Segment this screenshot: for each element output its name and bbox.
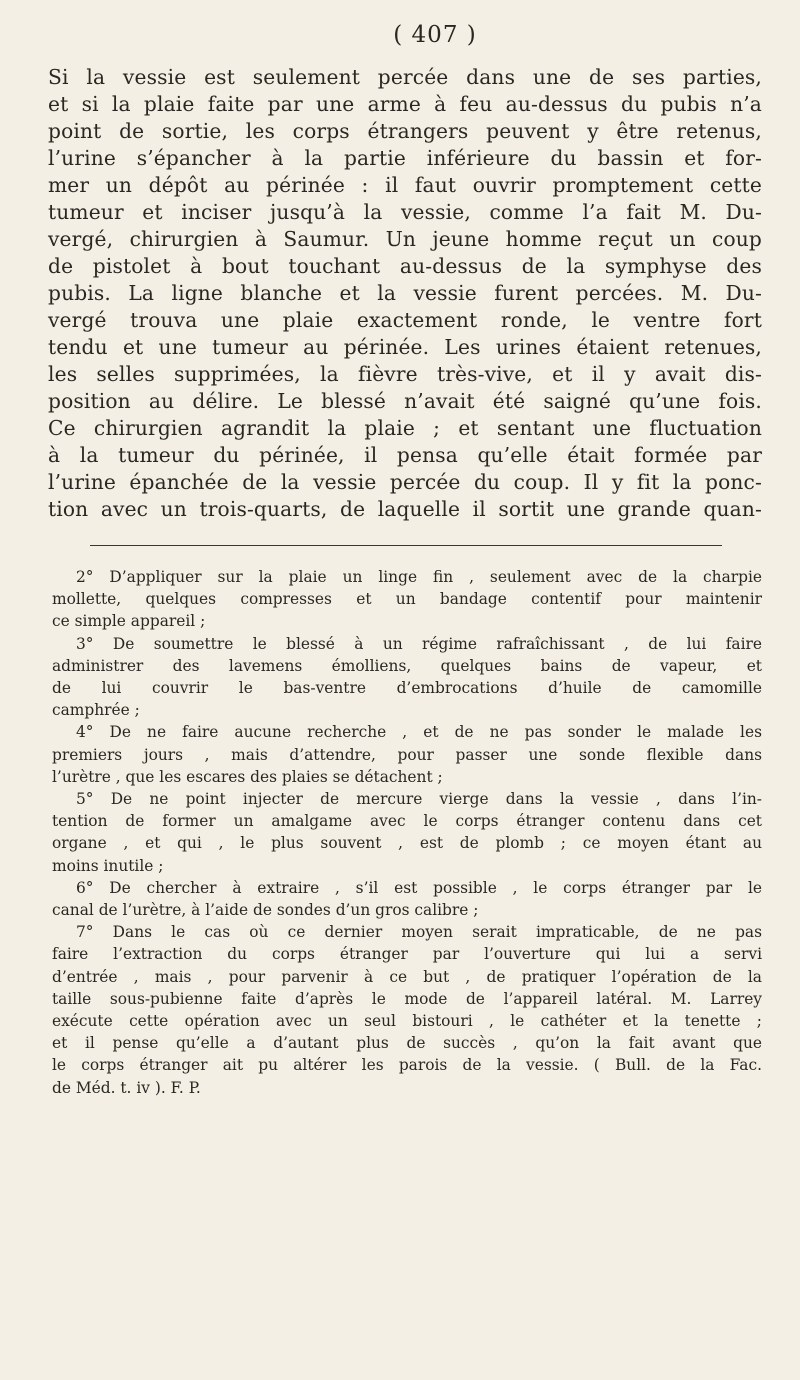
footnote-line: 7° Dans le cas où ce dernier moyen serait impraticable, de ne pas: [76, 923, 762, 942]
main-text: [48, 64, 762, 523]
body-line: point de sortie, les corps étrangers peuvent y être retenus,: [48, 119, 762, 143]
body-line: Si la vessie est seulement percée dans une de ses parties,: [48, 65, 762, 89]
footnote-line: ce simple appareil ;: [52, 612, 206, 631]
body-line: mer un dépôt au périnée : il faut ouvrir promptement cette: [48, 173, 762, 197]
footnote-line: exécute cette opération avec un seul bistouri , le cathéter et la tenette ;: [52, 1012, 762, 1031]
body-line: tumeur et inciser jusqu’à la vessie, comme l’a fait M. Du-: [48, 200, 762, 224]
footnote-line: faire l’extraction du corps étranger par l’ouverture qui lui a servi: [52, 945, 762, 964]
body-line: l’urine s’épancher à la partie inférieure du bassin et for-: [48, 146, 762, 170]
body-line: les selles supprimées, la fièvre très-vive, et il y avait dis-: [48, 362, 762, 386]
footnote-line: taille sous-pubienne faite d’après le mode de l’appareil latéral. M. Larrey: [52, 989, 762, 1008]
footnote-line: camphrée ;: [52, 701, 140, 720]
footnote-line: 3° De soumettre le blessé à un régime rafraîchissant , de lui faire: [76, 634, 762, 653]
footnote-item: [52, 721, 762, 788]
footnote-line: l’urètre , que les escares des plaies se détachent ;: [52, 767, 443, 786]
footnote-line: 4° De ne faire aucune recherche , et de ne pas sonder le malade les: [76, 723, 762, 742]
footnote-line: de Méd. t. iv ). F. P.: [52, 1078, 201, 1097]
body-line: de pistolet à bout touchant au-dessus de la symphyse des: [48, 254, 762, 278]
footnote-item: [52, 877, 762, 921]
footnote-line: moins inutile ;: [52, 856, 164, 875]
body-line: tion avec un trois-quarts, de laquelle il sortit une grande quan-: [48, 497, 762, 521]
body-line: vergé trouva une plaie exactement ronde, le ventre fort: [48, 308, 762, 332]
footnote-line: de lui couvrir le bas-ventre d’embrocations d’huile de camomille: [52, 679, 762, 698]
footnote-line: administrer des lavemens émolliens, quelques bains de vapeur, et: [52, 656, 762, 675]
body-line: et si la plaie faite par une arme à feu au-dessus du pubis n’a: [48, 92, 762, 116]
footnote-line: le corps étranger ait pu altérer les parois de la vessie. ( Bull. de la Fac.: [52, 1056, 762, 1075]
footnote-line: canal de l’urètre, à l’aide de sondes d’un gros calibre ;: [52, 901, 479, 920]
footnote-item: [52, 633, 762, 722]
footnote-line: tention de former un amalgame avec le corps étranger contenu dans cet: [52, 812, 762, 831]
body-line: à la tumeur du périnée, il pensa qu’elle était formée par: [48, 443, 762, 467]
page-number: ( 407 ): [393, 22, 477, 48]
footnote-item: [52, 921, 762, 1099]
body-line: tendu et une tumeur au périnée. Les urines étaient retenues,: [48, 335, 762, 359]
body-line: pubis. La ligne blanche et la vessie furent percées. M. Du-: [48, 281, 762, 305]
footnote-line: premiers jours , mais d’attendre, pour passer une sonde flexible dans: [52, 745, 762, 764]
footnote-item: [52, 566, 762, 633]
footnote-line: 2° D’appliquer sur la plaie un linge fin , seulement avec de la charpie: [76, 568, 762, 586]
footnote-line: 6° De chercher à extraire , s’il est possible , le corps étranger par le: [76, 878, 762, 897]
footnote-item: [52, 788, 762, 877]
document-page: [48, 22, 762, 1099]
footnote-line: mollette, quelques compresses et un bandage contentif pour maintenir: [52, 590, 762, 609]
body-line: Ce chirurgien agrandit la plaie ; et sentant une fluctuation: [48, 416, 762, 440]
footnote-line: d’entrée , mais , pour parvenir à ce but , de pratiquer l’opération de la: [52, 967, 762, 986]
footnote-line: et il pense qu’elle a d’autant plus de succès , qu’on la fait avant que: [52, 1034, 762, 1053]
body-line: position au délire. Le blessé n’avait été saigné qu’une fois.: [48, 389, 762, 413]
footnote-line: organe , et qui , le plus souvent , est de plomb ; ce moyen étant au: [52, 834, 762, 853]
footnotes: [48, 566, 762, 1099]
body-line: l’urine épanchée de la vessie percée du coup. Il y fit la ponc-: [48, 470, 762, 494]
footnote-divider: [90, 545, 722, 546]
footnote-line: 5° De ne point injecter de mercure vierge dans la vessie , dans l’in-: [76, 790, 762, 809]
body-line: vergé, chirurgien à Saumur. Un jeune homme reçut un coup: [48, 227, 762, 251]
